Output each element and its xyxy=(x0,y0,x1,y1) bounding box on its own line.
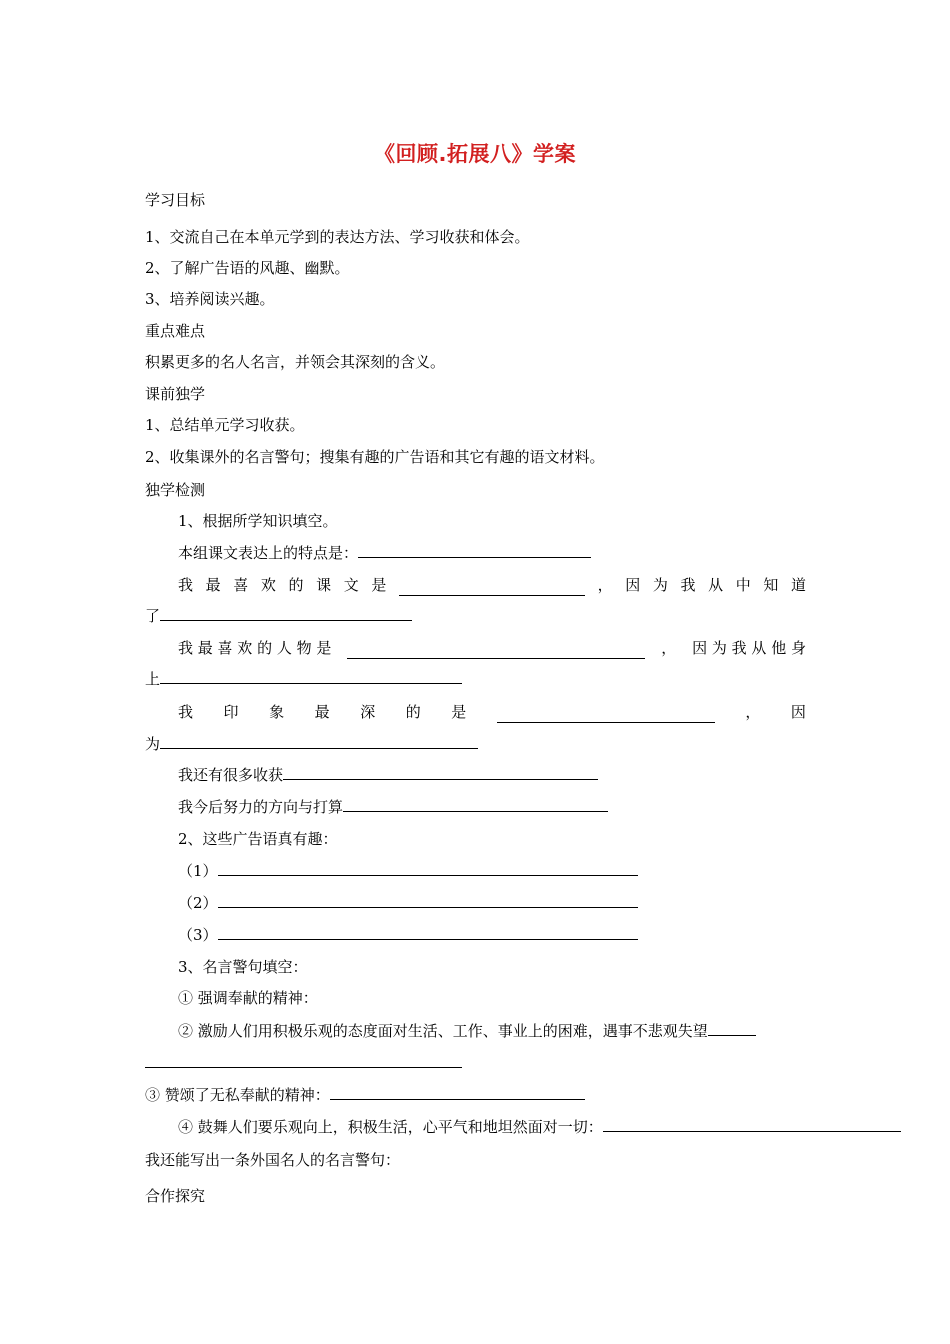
q3-c-blank[interactable] xyxy=(330,1084,585,1100)
section-heading-coop: 合作探究 xyxy=(145,1187,206,1205)
q3-d-blank[interactable] xyxy=(603,1116,901,1132)
q1-impress-char: 是 xyxy=(451,703,467,721)
q1-person-comma: ， xyxy=(661,639,677,657)
q2-item-number: （1） xyxy=(178,862,218,880)
q1-person-reason-blank[interactable] xyxy=(160,668,462,684)
q3-b-cont-row xyxy=(145,1052,462,1074)
pre-item-2: 2、收集课外的名言警句；搜集有趣的广告语和其它有趣的语文材料。 xyxy=(145,448,605,466)
q1-fav-char: 我 xyxy=(178,576,194,594)
q3-b-blank[interactable] xyxy=(708,1020,756,1036)
q1-impress-because: 因 xyxy=(790,703,806,721)
q1-fav-char: 因 xyxy=(625,576,641,594)
q1-plan-label: 我今后努力的方向与打算 xyxy=(178,798,344,816)
q1-fav-blank[interactable] xyxy=(399,580,585,596)
q1-person-label: 我 最 喜 欢 的 人 物 是 xyxy=(178,639,332,657)
q1-impress-blank[interactable] xyxy=(497,707,715,723)
q1-fav-char: 我 xyxy=(680,576,696,594)
q1-plan-row xyxy=(178,796,608,818)
q1-person-blank[interactable] xyxy=(347,643,645,659)
q1-fav-char: 文 xyxy=(343,576,359,594)
q1-fav-reason-blank[interactable] xyxy=(160,605,412,621)
q2-blank-1[interactable] xyxy=(218,860,638,876)
q1-feature-row xyxy=(178,542,591,564)
q3-d-row xyxy=(178,1116,901,1138)
q1-fav-cont-row xyxy=(145,605,412,627)
q3-title: 3、名言警句填空： xyxy=(178,958,308,976)
q2-item-number: （2） xyxy=(178,894,218,912)
q1-impress-char: 印 xyxy=(223,703,239,721)
q2-blank-2[interactable] xyxy=(218,892,638,908)
q1-feature-blank[interactable] xyxy=(358,542,591,558)
q1-fav-char: 为 xyxy=(652,576,668,594)
q1-fav-char: 从 xyxy=(708,576,724,594)
q1-feature-label: 本组课文表达上的特点是： xyxy=(178,544,359,562)
q3-b-cont-blank[interactable] xyxy=(145,1052,462,1068)
q1-fav-char: 道 xyxy=(790,576,806,594)
q2-item-3 xyxy=(178,924,638,946)
q1-impress-char: 深 xyxy=(360,703,376,721)
q1-fav-char: 中 xyxy=(735,576,751,594)
q3-c-label: ③ 赞颂了无私奉献的精神： xyxy=(145,1086,330,1104)
q1-plan-blank[interactable] xyxy=(343,796,608,812)
q1-impress-char: 我 xyxy=(178,703,194,721)
q1-fav-char: 最 xyxy=(205,576,221,594)
q1-person-row xyxy=(178,637,806,659)
q2-item-1 xyxy=(178,860,638,882)
q1-more-row xyxy=(178,764,598,786)
q1-impress-row xyxy=(178,701,806,723)
q3-b-row xyxy=(178,1020,756,1042)
q1-fav-char: 知 xyxy=(763,576,779,594)
goal-item-1: 1、交流自己在本单元学到的表达方法、学习收获和体会。 xyxy=(145,228,530,246)
q1-title: 1、根据所学知识填空。 xyxy=(178,512,338,530)
q1-fav-char: 喜 xyxy=(233,576,249,594)
q1-fav-char: 的 xyxy=(288,576,304,594)
q1-impress-char: 最 xyxy=(314,703,330,721)
q1-fav-cont: 了 xyxy=(145,607,161,625)
page-title: 《回顾.拓展八》学案 xyxy=(374,142,576,166)
q2-blank-3[interactable] xyxy=(218,924,638,940)
q1-fav-row xyxy=(178,574,806,596)
q3-d-label: ④ 鼓舞人们要乐观向上，积极生活，心平气和地坦然面对一切： xyxy=(178,1118,603,1136)
q1-person-because: 因 为 我 从 他 身 xyxy=(692,639,806,657)
q1-fav-char: 是 xyxy=(371,576,387,594)
key-text: 积累更多的名人名言，并领会其深刻的含义。 xyxy=(145,353,446,371)
q3-c-row xyxy=(145,1084,585,1106)
q1-impress-cont: 为 xyxy=(145,735,161,753)
section-heading-goals: 学习目标 xyxy=(145,191,206,209)
q1-fav-char: 课 xyxy=(316,576,332,594)
q3-a: ① 强调奉献的精神： xyxy=(178,989,318,1007)
q2-item-number: （3） xyxy=(178,926,218,944)
q1-more-label: 我还有很多收获 xyxy=(178,766,284,784)
q1-impress-reason-blank[interactable] xyxy=(160,733,478,749)
q1-impress-char: 的 xyxy=(405,703,421,721)
section-heading-check: 独学检测 xyxy=(145,481,206,499)
q1-person-cont-row xyxy=(145,668,462,690)
q1-impress-cont-row xyxy=(145,733,478,755)
q1-fav-comma: ， xyxy=(597,576,613,594)
q1-impress-char: 象 xyxy=(269,703,285,721)
section-heading-key: 重点难点 xyxy=(145,322,206,340)
section-heading-pre: 课前独学 xyxy=(145,385,206,403)
q1-more-blank[interactable] xyxy=(283,764,598,780)
pre-item-1: 1、总结单元学习收获。 xyxy=(145,416,305,434)
q3-b-label: ② 激励人们用积极乐观的态度面对生活、工作、事业上的困难，遇事不悲观失望 xyxy=(178,1022,708,1040)
q1-fav-char: 欢 xyxy=(260,576,276,594)
goal-item-3: 3、培养阅读兴趣。 xyxy=(145,290,275,308)
goal-item-2: 2、了解广告语的风趣、幽默。 xyxy=(145,259,350,277)
q1-person-cont: 上 xyxy=(145,670,161,688)
q1-impress-comma: ， xyxy=(745,703,761,721)
q2-item-2 xyxy=(178,892,638,914)
q2-title: 2、这些广告语真有趣： xyxy=(178,830,338,848)
q3-foreign: 我还能写出一条外国名人的名言警句： xyxy=(145,1151,401,1169)
